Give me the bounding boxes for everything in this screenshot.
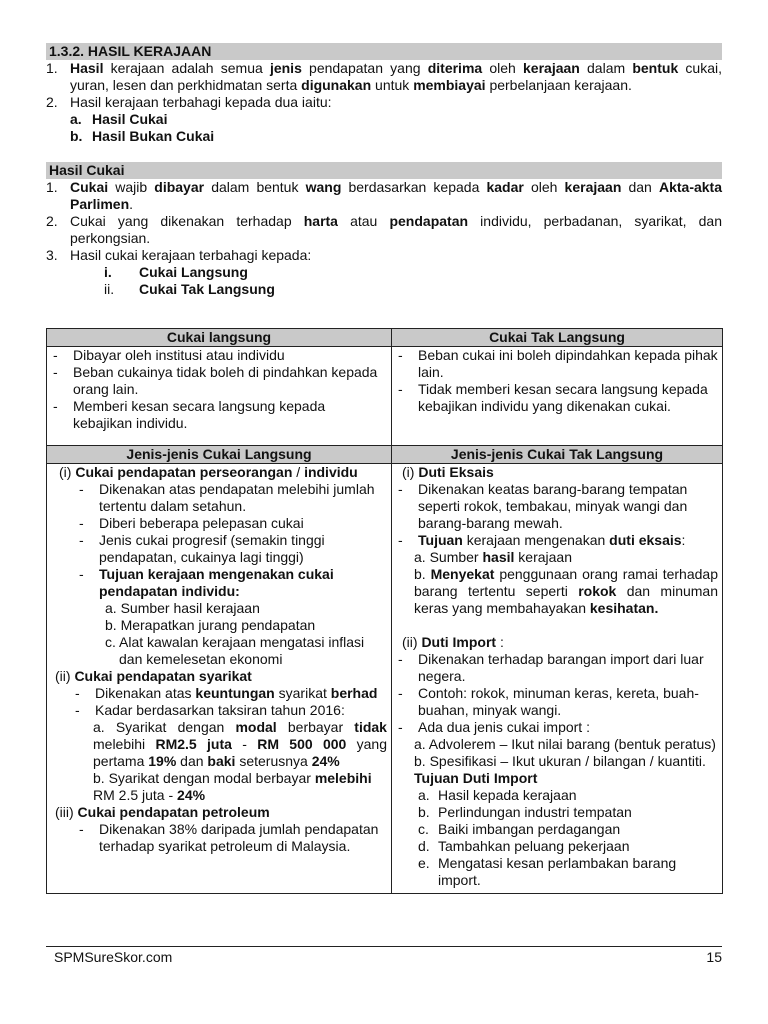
- tujuan-duti-import-list: [396, 787, 718, 889]
- hasil-cukai-point: [46, 213, 722, 247]
- cukai-syarikat-rate-a: a. Syarikat dengan modal berbayar tidak melebihi RM2.5 juta - RM 500 000 yang pertama 19% dan baki seterusnya 24%: [93, 719, 388, 769]
- perseorangan-bullet-text: Diberi beberapa pelepasan cukai: [99, 515, 304, 531]
- tujuan-letter: c.: [418, 821, 429, 837]
- tujuan-text: Perlindungan industri tempatan: [438, 804, 632, 820]
- duti-import-bullet: [396, 719, 718, 736]
- hasil-cukai-heading: Hasil Cukai: [46, 162, 722, 179]
- hasil-kerajaan-point-number: 1.: [46, 60, 58, 76]
- hasil-cukai-point-number: 1.: [46, 179, 58, 195]
- perseorangan-bullet-dash: -: [79, 532, 84, 548]
- perseorangan-tujuan-item: a. Sumber hasil kerajaan: [105, 600, 260, 616]
- duti-import-types: [396, 736, 718, 770]
- perseorangan-bullet-dash: -: [79, 566, 84, 582]
- duti-import-bullet-text: Ada dua jenis cukai import :: [418, 719, 590, 735]
- duti-import-bullet: [396, 685, 718, 719]
- cukai-syarikat-bullet-1: - Dikenakan atas keuntungan syarikat berhad: [75, 685, 378, 701]
- cukai-type-item: [46, 264, 722, 281]
- hasil-cukai-point-text: Hasil cukai kerajaan terbahagi kepada:: [70, 247, 312, 263]
- duti-import-bullet-text: Contoh: rokok, minuman keras, kereta, buah-buahan, minyak wangi.: [418, 685, 699, 718]
- langsung-trait-text: Memberi kesan secara langsung kepada kebajikan individu.: [73, 398, 326, 431]
- cukai-petroleum-title: (iii) Cukai pendapatan petroleum: [55, 804, 270, 820]
- hasil-type-letter: a.: [70, 111, 82, 127]
- duti-eksais-tujuan-a: a. Sumber hasil kerajaan: [414, 549, 572, 565]
- perseorangan-bullet-text: Tujuan kerajaan mengenakan cukai pendapatan individu:: [99, 566, 334, 599]
- tujuan-duti-import-item: [396, 787, 718, 804]
- perseorangan-bullet: [51, 515, 387, 532]
- cukai-tak-langsung-traits: [392, 347, 723, 446]
- hasil-kerajaan-point-number: 2.: [46, 94, 58, 110]
- duti-eksais-title: (i) Duti Eksais: [402, 464, 494, 480]
- tujuan-text: Hasil kepada kerajaan: [438, 787, 577, 803]
- duti-eksais-bullet-1: - Dikenakan keatas barang-barang tempatan seperti rokok, tembakau, minyak wangi dan barang-barang mewah.: [398, 481, 688, 531]
- header-cukai-tak-langsung: Cukai Tak Langsung: [392, 329, 723, 347]
- langsung-trait: [51, 398, 387, 432]
- perseorangan-bullet-dash: -: [79, 515, 84, 531]
- tujuan-duti-import-item: [396, 821, 718, 838]
- hasil-cukai-point: [46, 179, 722, 213]
- tujuan-text: Tambahkan peluang pekerjaan: [438, 838, 630, 854]
- hasil-cukai-point-text: Cukai yang dikenakan terhadap harta atau pendapatan individu, perbadanan, syarikat, dan perkongsian.: [70, 213, 722, 246]
- tak-langsung-trait-text: Beban cukai ini boleh dipindahkan kepada pihak lain.: [418, 347, 718, 380]
- hasil-type-item: [46, 111, 722, 128]
- perseorangan-bullet: [51, 481, 387, 515]
- duti-import-bullet-dash: -: [398, 719, 403, 735]
- cukai-perseorangan-bullets: [51, 481, 387, 600]
- tujuan-duti-import-item: [396, 838, 718, 855]
- langsung-trait-dash: -: [53, 347, 58, 363]
- cukai-perseorangan-title: (i) Cukai pendapatan perseorangan / individu: [59, 464, 358, 480]
- tak-langsung-trait-text: Tidak memberi kesan secara langsung kepada kebajikan individu yang dikenakan cukai.: [418, 381, 708, 414]
- tujuan-letter: e.: [418, 855, 430, 871]
- section-points: [46, 60, 722, 111]
- langsung-trait-text: Beban cukainya tidak boleh di pindahkan kepada orang lain.: [73, 364, 378, 397]
- hasil-cukai-points: [46, 179, 722, 264]
- duti-import-type: a. Advolerem – Ikut nilai barang (bentuk peratus): [414, 736, 716, 752]
- hasil-type-item: [46, 128, 722, 145]
- cukai-syarikat-bullet-2: - Kadar berdasarkan taksiran tahun 2016:: [75, 702, 345, 718]
- hasil-kerajaan-point: [46, 60, 722, 94]
- langsung-trait-dash: -: [53, 364, 58, 380]
- page-footer: [46, 946, 722, 966]
- langsung-trait-dash: -: [53, 398, 58, 414]
- tujuan-duti-import-item: [396, 804, 718, 821]
- page-content: [46, 43, 722, 298]
- header-jenis-cukai-langsung: Jenis-jenis Cukai Langsung: [47, 446, 392, 464]
- cukai-type-numeral: ii.: [104, 281, 115, 297]
- tujuan-text: Mengatasi kesan perlambakan barang import.: [438, 855, 677, 888]
- perseorangan-bullet-dash: -: [79, 481, 84, 497]
- duti-import-type: b. Spesifikasi – Ikut ukuran / bilangan / kuantiti.: [414, 753, 706, 769]
- duti-import-bullet: [396, 651, 718, 685]
- duti-import-bullets: [396, 651, 718, 736]
- perseorangan-bullet: [51, 532, 387, 566]
- langsung-trait: [51, 364, 387, 398]
- cukai-syarikat-title: (ii) Cukai pendapatan syarikat: [55, 668, 252, 684]
- header-cukai-langsung: Cukai langsung: [47, 329, 392, 347]
- duti-import-bullet-dash: -: [398, 685, 403, 701]
- duti-eksais-bullet-2: - Tujuan kerajaan mengenakan duti eksais:: [398, 532, 686, 548]
- tak-langsung-trait: [396, 381, 718, 415]
- cukai-type-label: Cukai Langsung: [139, 264, 248, 280]
- cukai-syarikat-rate-b: b. Syarikat dengan modal berbayar melebihi RM 2.5 juta - 24%: [93, 770, 372, 803]
- jenis-cukai-tak-langsung-cell: [392, 464, 723, 894]
- langsung-trait: [51, 347, 387, 364]
- tak-langsung-trait: [396, 347, 718, 381]
- tujuan-text: Baiki imbangan perdagangan: [438, 821, 621, 837]
- header-jenis-cukai-tak-langsung: Jenis-jenis Cukai Tak Langsung: [392, 446, 723, 464]
- cukai-type-item: [46, 281, 722, 298]
- hasil-type-label: Hasil Bukan Cukai: [92, 128, 215, 144]
- hasil-cukai-point-text: Cukai wajib dibayar dalam bentuk wang berdasarkan kepada kadar oleh kerajaan dan Akta-akta Parlimen.: [70, 179, 722, 212]
- perseorangan-bullet-text: Dikenakan atas pendapatan melebihi jumlah tertentu dalam setahun.: [99, 481, 375, 514]
- tujuan-letter: d.: [418, 838, 430, 854]
- hasil-cukai-point-number: 2.: [46, 213, 58, 229]
- cukai-langsung-traits: [47, 347, 392, 446]
- section-heading: 1.3.2. HASIL KERAJAAN: [46, 43, 722, 60]
- tujuan-letter: b.: [418, 804, 430, 820]
- tujuan-duti-import-item: [396, 855, 718, 889]
- hasil-cukai-point-number: 3.: [46, 247, 58, 263]
- perseorangan-bullet: [51, 566, 387, 600]
- cukai-type-label: Cukai Tak Langsung: [139, 281, 275, 297]
- tujuan-letter: a.: [418, 787, 430, 803]
- tujuan-duti-import-title: Tujuan Duti Import: [414, 770, 538, 786]
- duti-eksais-tujuan-b: b. Menyekat penggunaan orang ramai terhadap barang tertentu seperti rokok dan minuman keras yang membahayakan kesihatan.: [414, 566, 719, 616]
- duti-import-bullet-dash: -: [398, 651, 403, 667]
- tak-langsung-trait-dash: -: [398, 347, 403, 363]
- hasil-type-label: Hasil Cukai: [92, 111, 168, 127]
- hasil-kerajaan-point-text: Hasil kerajaan terbahagi kepada dua iaitu:: [70, 94, 332, 110]
- hasil-cukai-types: [46, 264, 722, 298]
- hasil-type-letter: b.: [70, 128, 83, 144]
- footer-page-number: 15: [706, 949, 722, 965]
- duti-import-title: (ii) Duti Import :: [402, 634, 504, 650]
- cukai-perseorangan-tujuan: [51, 600, 387, 668]
- cukai-table: [46, 328, 723, 894]
- jenis-cukai-langsung-cell: [47, 464, 392, 894]
- perseorangan-tujuan-item: c. Alat kawalan kerajaan mengatasi inflasi dan kemelesetan ekonomi: [105, 634, 365, 667]
- duti-import-bullet-text: Dikenakan terhadap barangan import dari luar negera.: [418, 651, 704, 684]
- footer-site: SPMSureSkor.com: [54, 949, 173, 965]
- cukai-type-numeral: i.: [104, 264, 112, 280]
- langsung-trait-text: Dibayar oleh institusi atau individu: [73, 347, 285, 363]
- cukai-petroleum-bullet: - Dikenakan 38% daripada jumlah pendapatan terhadap syarikat petroleum di Malaysia.: [79, 821, 379, 854]
- perseorangan-bullet-text: Jenis cukai progresif (semakin tinggi pendapatan, cukainya lagi tinggi): [99, 532, 325, 565]
- hasil-cukai-point: [46, 247, 722, 264]
- perseorangan-tujuan-item: b. Merapatkan jurang pendapatan: [105, 617, 316, 633]
- section-sub-items: [46, 111, 722, 145]
- hasil-kerajaan-point: [46, 94, 722, 111]
- hasil-kerajaan-point-text: Hasil kerajaan adalah semua jenis pendapatan yang diterima oleh kerajaan dalam bentuk cukai, yuran, lesen dan perkhidmatan serta digunakan untuk membiayai perbelanjaan kerajaan.: [70, 60, 722, 93]
- tak-langsung-trait-dash: -: [398, 381, 403, 397]
